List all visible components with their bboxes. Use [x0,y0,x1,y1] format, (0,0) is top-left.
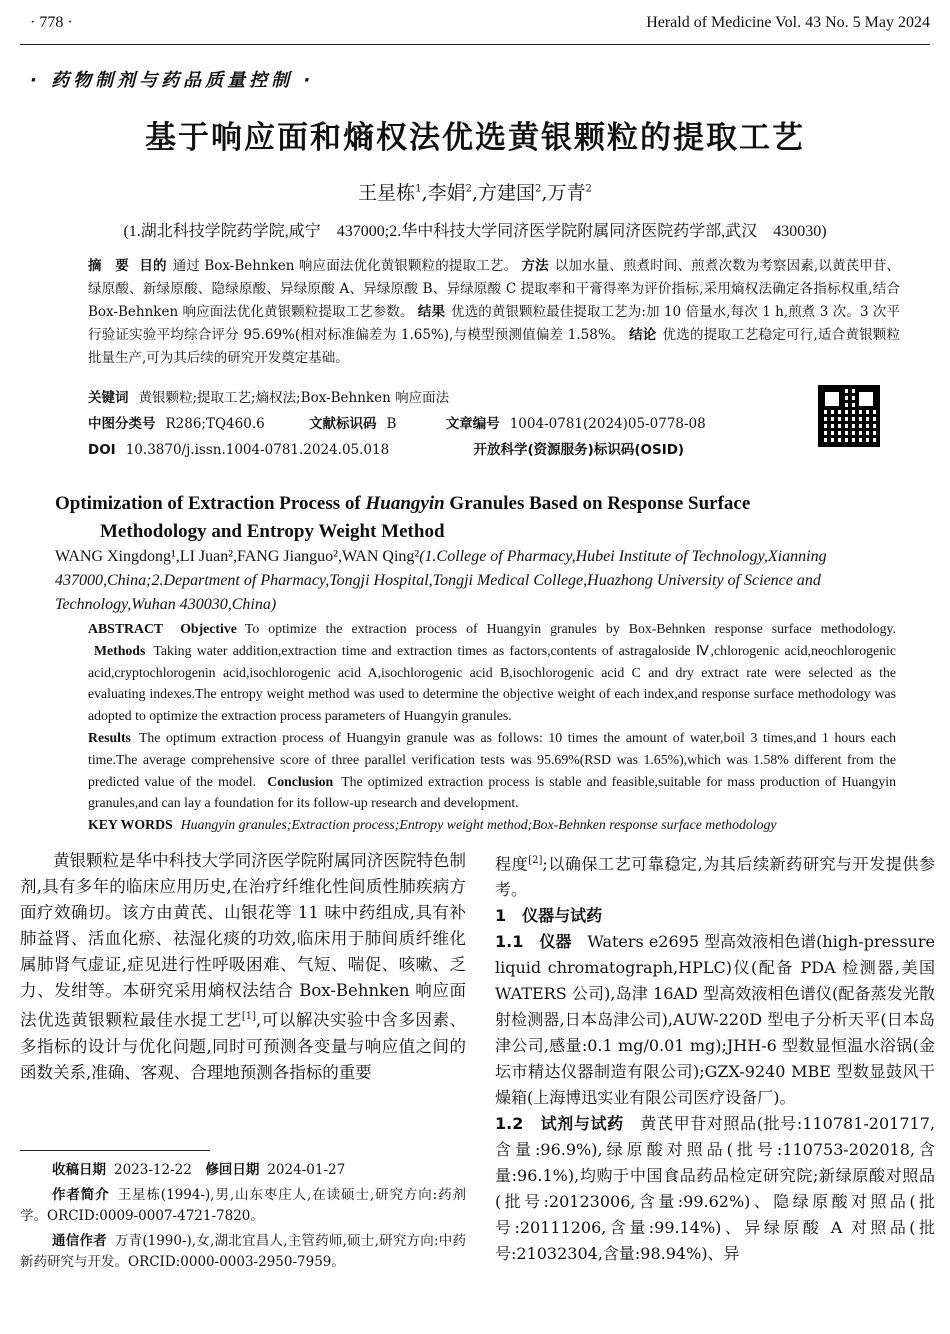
section-heading: 1 仪器与试药 [495,906,603,926]
article-no-label: 文章编号 [445,416,500,432]
english-abstract [88,618,896,836]
footnotes [20,1160,466,1277]
citation[interactable]: [2] [528,855,543,866]
en-methods-text: Taking water addition,extraction time and extraction times as factors,contents of astragaloside Ⅳ,chlorogenic acid,neochlorogenic acid,cryptochlorogenin acid,isochlorogenic acid A,isochlorogenic acid B,isochlorogenic acid C and dry extract rate were selected as the evaluating indexes.The entropy weight method was used to determine the objective weight of each index,and response surface methodology was adopted to optimize the extraction process parameters of Huangyin granules. [88,642,896,724]
header-divider [20,44,930,45]
bio-text: 王星栋(1994-),男,山东枣庄人,在读硕士,研究方向:药剂学。ORCID:0009-0007-4721-7820。 [20,1187,466,1224]
corr-label: 通信作者 [52,1233,107,1249]
author-list: 王星栋$^1$,李娟$^2$,方建国$^2$,万青$^2$ [358,182,592,204]
author-sup: 2 [465,183,472,195]
en-abstract-label: ABSTRACT [88,621,164,636]
en-affiliation: (1.College of Pharmacy,Hubei Institute of Technology,Xianning 437000,China;2.Department of Pharmacy,Tongji Hospital,Tongji Medical College,Huazhong University of Science and Technology,Wuhan 430030,China) [55,548,827,613]
doc-code-label: 文献标识码 [309,416,377,432]
english-authors [55,545,905,617]
subsection-text: Waters e2695 型高效液相色谱(high-pressure liquid chromatograph,HPLC)仪(配备 PDA 检测器,美国 WATERS 公司),岛津 16AD 型高效液相色谱仪(配备蒸发光散射检测器,日本岛津公司),AUW-220D 型电子分析天平(日本岛津公司,感量:0.1 mg/0.01 mg);JHH-6 型数显恒温水浴锅(金坛市精达仪器制造有限公司);GZX-9240 MBE 型数显鼓风干燥箱(上海博迅实业有限公司医疗设备厂)。 [495,932,935,1108]
subsection-1-1 [495,929,935,1111]
en-keywords-text: Huangyin granules;Extraction process;Entropy weight method;Box-Behnken response surface methodology [180,817,777,833]
en-methods-label: Methods [94,642,146,658]
subsection-text: 黄芪甲苷对照品(批号:110781-201717,含量:96.9%),绿原酸对照品(批号:110753-202018,含量:96.1%),均购于中国食品药品检定研究院;新绿原酸对照品(批号:20123006,含量:99.62%)、隐绿原酸对照品(批号:20111206,含量:99.14%)、异绿原酸 A 对照品(批号:21032304,含量:98.94%)、异 [495,1114,935,1264]
conclusion-text: 优选的提取工艺稳定可行,适合黄银颗粒批量生产,可为其后续的研究开发奠定基础。 [88,327,900,366]
clc-label: 中图分类号 [88,416,156,432]
bio-label: 作者简介 [52,1187,110,1203]
en-keywords-label: KEY WORDS [88,817,173,833]
body-column-right [495,848,935,1267]
author-bio [20,1185,466,1227]
body-column-left [20,848,466,1086]
methods-text: 以加水量、煎煮时间、煎煮次数为考察因素,以黄芪甲苷、绿原酸、新绿原酸、隐绿原酸、异绿原酸 A、异绿原酸 B、异绿原酸 C 提取率和干膏得率为评价指标,采用熵权法确定各指标权重,结合 Box-Behnken 响应面法优化黄银颗粒提取工艺参数。 [88,258,901,320]
en-conclusion-text: The optimized extraction process is stable and feasible,suitable for mass production of Huangyin granules,and can lay a foundation for its follow-up research and development. [88,773,897,811]
doc-code-value: B [386,416,397,432]
revised-date: 2024-01-27 [267,1162,346,1178]
page-number: · 778 · [30,14,73,31]
subsection-heading: 1.2 试剂与试药 [495,1114,624,1134]
author-sup: 2 [585,183,592,195]
en-conclusion-label: Conclusion [267,773,334,789]
osid-label: 开放科学(资源服务)标识码(OSID) [473,442,685,458]
subsection-1-2 [495,1111,935,1267]
doi-label: DOI [88,442,116,458]
cont-text: 程度 [495,854,529,874]
affiliation: (1.湖北科技学院药学院,咸宁 437000;2.华中科技大学同济医学院附属同济医院药学部,武汉 430030) [123,223,827,240]
objective-label: 目的 [139,258,167,274]
section-label: · 药物制剂与药品质量控制 · [30,70,315,91]
page-title: 基于响应面和熵权法优选黄银颗粒的提取工艺 [145,120,805,156]
objective-text: 通过 Box-Behnken 响应面法优化黄银颗粒的提取工艺。 [172,258,518,274]
qr-code-icon[interactable] [818,385,880,447]
continued-paragraph [495,848,935,903]
abstract-label: 摘 要 [88,258,129,274]
doi-row [88,438,694,458]
classification-row [88,412,706,432]
cont-text-end: ;以确保工艺可靠稳定,为其后续新药研究与开发提供参考。 [495,854,935,900]
citation[interactable]: [1] [241,1011,256,1022]
author-name: 李娟 [427,182,466,204]
en-author-names: WANG Xingdong¹,LI Juan²,FANG Jianguo²,WAN Qing² [55,548,420,565]
author-sup: 2 [535,183,542,195]
subsection-heading: 1.1 仪器 [495,932,572,952]
received-label: 收稿日期 [52,1162,106,1178]
dates-row [20,1160,466,1181]
intro-text-end: ,可以解决实验中含多因素、多指标的设计与优化问题,同时可预测各变量与响应值之间的函数关系,准确、客观、合理地预测各指标的重要 [20,1010,467,1082]
methods-label: 方法 [521,258,549,274]
results-label: 结果 [417,304,446,320]
en-title-line1-pre: Optimization of Extraction Process of [55,493,366,514]
author-name: 王星栋 [358,182,416,204]
journal-header: Herald of Medicine Vol. 43 No. 5 May 2024 [646,14,930,31]
article-no-value: 1004-0781(2024)05-0778-08 [509,416,706,432]
en-objective-text: To optimize the extraction process of Huangyin granules by Box-Behnken response surface methodology. [244,621,896,636]
keywords-text: 黄银颗粒;提取工艺;熵权法;Box-Behnken 响应面法 [138,390,450,406]
footnote-divider [20,1150,210,1151]
en-title-line2: Methodology and Entropy Weight Method [100,521,445,542]
author-name: 万青 [547,182,586,204]
received-date: 2023-12-22 [114,1162,192,1178]
intro-paragraph [20,848,466,1086]
en-results-label: Results [88,729,131,745]
clc-value: R286;TQ460.6 [165,416,265,432]
conclusion-label: 结论 [629,327,657,343]
en-objective-label: Objective [180,621,237,636]
author-name: 方建国 [478,182,536,204]
results-text: 优选的黄银颗粒最佳提取工艺为:加 10 倍量水,每次 1 h,煎煮 3 次。3 次平行验证实验平均综合评分 95.69%(相对标准偏差为 1.65%),与模型预测值偏差 1.58%。 [88,304,901,343]
corresponding-author [20,1231,466,1273]
en-results-text: The optimum extraction process of Huangyin granule was as follows: 10 times the amount of water,boil 3 times,and 1 hours each time.The average comprehensive score of three parallel verification tests was 95.69%(RSD was 1.65%),which was 1.58% different from the predicted value of the model. [88,729,896,789]
author-sup: 1 [415,183,422,195]
en-title-italic: Huangyin [365,493,445,514]
revised-label: 修回日期 [205,1162,260,1178]
doi-link[interactable]: 10.3870/j.issn.1004-0781.2024.05.018 [125,442,390,458]
english-title [55,490,915,546]
corr-text: 万青(1990-),女,湖北宜昌人,主管药师,硕士,研究方向:中药新药研究与开发。ORCID:0000-0003-2950-7959。 [20,1233,466,1270]
chinese-abstract [88,255,900,370]
en-title-line1-post: Granules Based on Response Surface [444,493,751,514]
keywords-row [88,386,449,406]
keywords-label: 关键词 [88,390,129,406]
intro-text: 黄银颗粒是华中科技大学同济医学院附属同济医院特色制剂,具有多年的临床应用历史,在治疗纤维化性间质性肺疾病方面疗效确切。该方由黄芪、山银花等 11 味中药组成,具有补肺益肾、活血化瘀、祛湿化痰的功效,临床用于肺间质纤维化属肺肾气虚证,症见进行性呼吸困难、气短、喘促、咳嗽、乏力、发绀等。本研究采用熵权法结合 Box-Behnken 响应面法优选黄银颗粒最佳水提工艺 [20,851,466,1030]
